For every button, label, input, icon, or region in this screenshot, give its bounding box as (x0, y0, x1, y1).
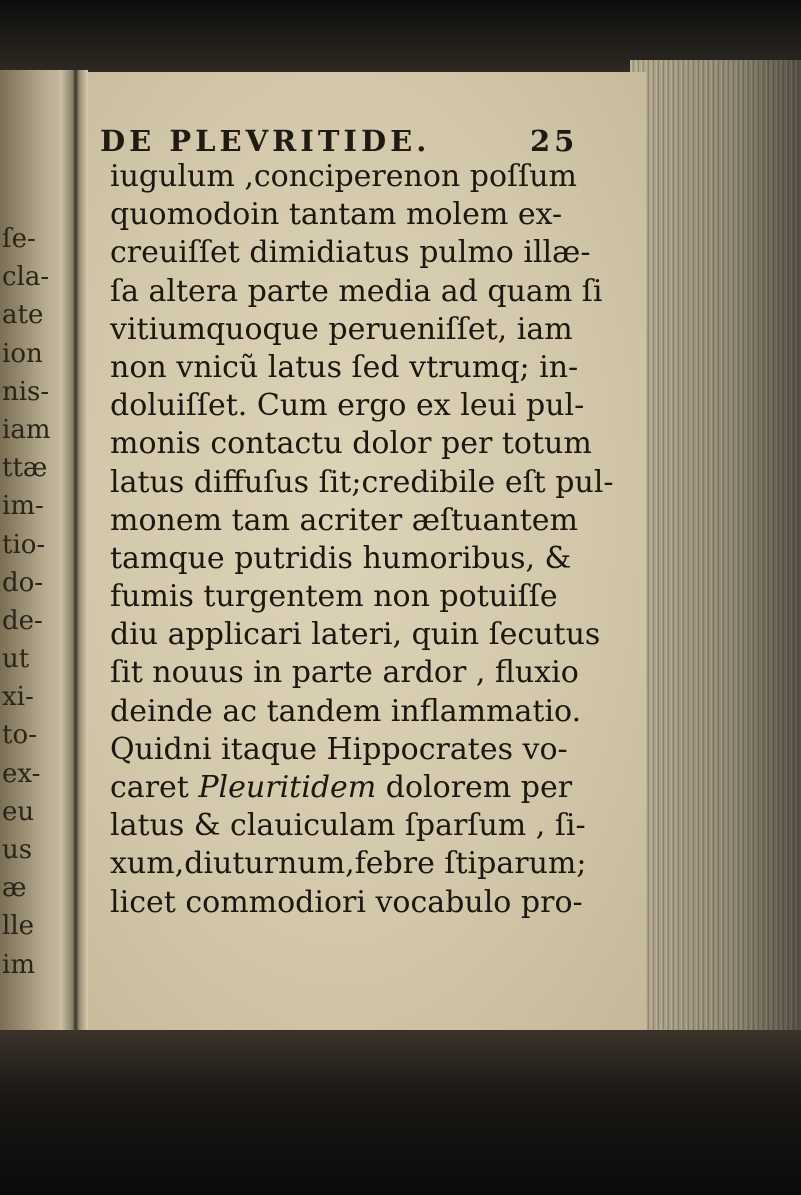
text-line: ſit nouus in parte ardor , fluxio (110, 655, 579, 691)
body-text (110, 158, 630, 922)
text-line: deinde ac tandem inflammatio. (110, 693, 582, 729)
left-fragment: do- (2, 567, 44, 598)
text-line: xum,diuturnum,febre ſtiparum; (110, 846, 587, 882)
text-line: quomodoin tantam molem ex- (110, 197, 563, 233)
text-line: latus diffuſus ſit;credibile eſt pul- (110, 464, 614, 500)
running-head: DE PLEVRITIDE. (100, 124, 431, 158)
line-start: caret (110, 770, 199, 805)
left-fragment: xi- (2, 682, 34, 713)
left-fragment: æ (2, 873, 27, 904)
left-fragment: ſe- (2, 224, 36, 254)
text-line: monem tam acriter æſtuantem (110, 502, 578, 538)
left-fragment: tio- (2, 529, 46, 560)
text-line: vitiumquoque perueniſſet, iam (110, 311, 573, 347)
left-fragment: ate (2, 300, 44, 331)
left-fragment: ion (2, 338, 43, 369)
book-gutter (60, 70, 88, 1050)
book-bottom-shadow (0, 1030, 801, 1195)
text-line: doluiſſet. Cum ergo ex leui pul- (110, 388, 585, 424)
text-line: tamque putridis humoribus, & (110, 540, 572, 576)
left-fragment: de- (2, 605, 43, 636)
left-fragment: nis- (2, 376, 50, 407)
text-line: fumis turgentem non potuiſſe (110, 579, 558, 615)
right-page-edges (630, 60, 801, 1050)
left-fragment: im (2, 949, 35, 980)
left-fragment: ex- (2, 758, 41, 789)
left-fragment: to- (2, 720, 37, 751)
left-fragment: us (2, 835, 33, 865)
text-line: iugulum ,conciperenon poſſum (110, 159, 577, 194)
text-line: diu applicari lateri, quin ſecutus (110, 617, 601, 653)
left-fragment: cla- (2, 262, 50, 293)
left-fragment: lle (2, 911, 35, 942)
left-fragment: im- (2, 491, 44, 522)
text-line: latus & clauiculam ſparſum , ſi- (110, 808, 586, 844)
line-end: dolorem per (376, 770, 573, 805)
page-header (100, 124, 620, 158)
left-fragment: ut (2, 644, 30, 675)
text-line: licet commodiori vocabulo pro- (110, 884, 583, 920)
page-number: 25 (530, 124, 579, 158)
left-fragment: iam (2, 414, 51, 445)
text-line: Quidni itaque Hippocrates vo- (110, 731, 568, 767)
text-line: monis contactu dolor per totum (110, 426, 592, 462)
italic-term: Pleuritidem (198, 770, 377, 805)
text-line: ſa altera parte media ad quam ſi (110, 273, 603, 309)
left-fragment: ttæ (2, 453, 48, 484)
text-line: non vnicũ latus ſed vtrumq; in- (110, 349, 579, 385)
text-line (110, 769, 630, 807)
left-fragment: eu (2, 796, 35, 827)
text-line: creuiſſet dimidiatus pulmo illæ- (110, 235, 591, 271)
left-page-fragments (2, 220, 52, 984)
